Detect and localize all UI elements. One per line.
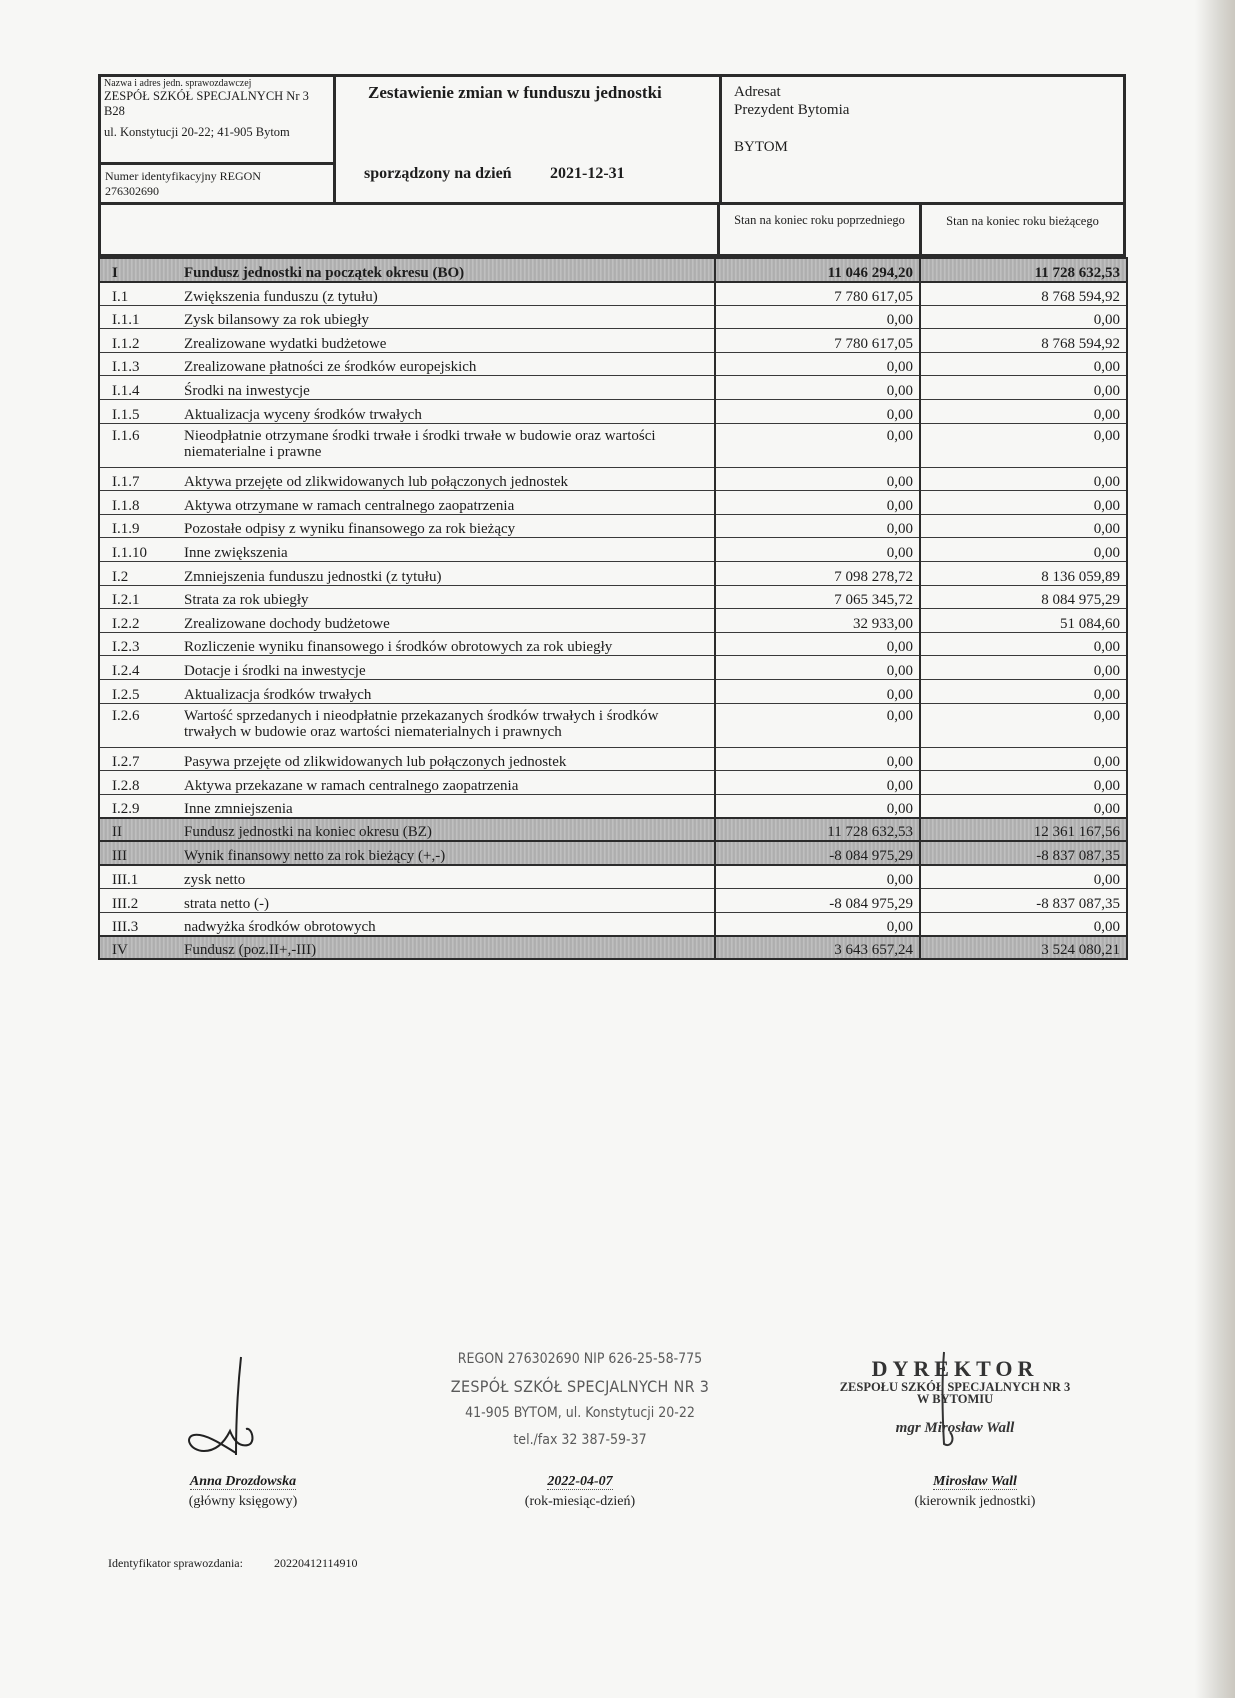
row-code: I.2.6 (99, 703, 181, 747)
recipient-name: Prezydent Bytomia (734, 102, 850, 118)
row-previous-value: 0,00 (715, 538, 920, 562)
row-label: Fundusz jednostki na początek okresu (BO) (181, 258, 715, 282)
row-current-value: 0,00 (920, 703, 1127, 747)
table-row (99, 585, 1127, 609)
row-previous-value: 7 065 345,72 (715, 585, 920, 609)
row-current-value: -8 837 087,35 (920, 841, 1127, 865)
fund-changes-table (98, 257, 1128, 960)
row-current-value: 0,00 (920, 794, 1127, 818)
row-previous-value: 11 728 632,53 (715, 818, 920, 842)
row-code: III (99, 841, 181, 865)
col-previous-year: Stan na koniec roku poprzedniego (717, 205, 919, 254)
director-name: Mirosław Wall (933, 1474, 1017, 1489)
row-code: I.2 (99, 562, 181, 586)
row-code: I.2.4 (99, 656, 181, 680)
table-row (99, 352, 1127, 376)
row-previous-value: 7 780 617,05 (715, 282, 920, 306)
row-previous-value: 0,00 (715, 423, 920, 467)
table-row (99, 538, 1127, 562)
report-title: Zestawienie zmian w funduszu jednostki (368, 83, 662, 102)
row-code: I.2.2 (99, 609, 181, 633)
row-previous-value: 7 780 617,05 (715, 329, 920, 353)
row-label: Fundusz (poz.II+,-III) (181, 936, 715, 960)
accountant-role: (główny księgowy) (188, 1494, 298, 1509)
unit-info (101, 77, 336, 202)
row-current-value: 0,00 (920, 538, 1127, 562)
row-current-value: 0,00 (920, 491, 1127, 515)
row-label: Fundusz jednostki na koniec okresu (BZ) (181, 818, 715, 842)
unit-name: ZESPÓŁ SZKÓŁ SPECJALNYCH Nr 3 B28 (104, 89, 309, 118)
table-row (99, 282, 1127, 306)
row-current-value: 0,00 (920, 305, 1127, 329)
regon-label: Numer identyfikacyjny REGON (105, 169, 261, 183)
row-code: I.1.4 (99, 376, 181, 400)
row-previous-value: 0,00 (715, 771, 920, 795)
row-previous-value: 0,00 (715, 352, 920, 376)
row-current-value: 0,00 (920, 771, 1127, 795)
row-label: Pasywa przejęte od zlikwidowanych lub połączonych jednostek (181, 747, 715, 771)
row-current-value: 8 136 059,89 (920, 562, 1127, 586)
table-row (99, 329, 1127, 353)
row-label: Zmniejszenia funduszu jednostki (z tytułu) (181, 562, 715, 586)
row-previous-value: 3 643 657,24 (715, 936, 920, 960)
row-code: III.1 (99, 865, 181, 889)
row-code: I.1.8 (99, 491, 181, 515)
row-code: I.1.1 (99, 305, 181, 329)
unit-stamp (430, 1346, 730, 1454)
table-row (99, 423, 1127, 467)
report-id-label: Identyfikator sprawozdania: (108, 1556, 243, 1570)
row-code: I.2.9 (99, 794, 181, 818)
row-code: I.1.5 (99, 400, 181, 424)
row-code: II (99, 818, 181, 842)
row-previous-value: 0,00 (715, 514, 920, 538)
row-code: I.2.1 (99, 585, 181, 609)
table-row (99, 865, 1127, 889)
stamp-regon-nip: REGON 276302690 NIP 626-25-58-775 (457, 1351, 703, 1367)
row-label: Wartość sprzedanych i nieodpłatnie przekazanych środków trwałych i środków trwałych w budowie oraz wartości niematerialnych i prawnych (181, 703, 715, 747)
date-caption: (rok-miesiąc-dzień) (524, 1494, 636, 1509)
row-label: Wynik finansowy netto za rok bieżący (+,-) (181, 841, 715, 865)
row-code: I.1.7 (99, 467, 181, 491)
row-label: Rozliczenie wyniku finansowego i środków obrotowych za rok ubiegły (181, 632, 715, 656)
row-previous-value: 0,00 (715, 680, 920, 704)
row-code: I.2.7 (99, 747, 181, 771)
row-current-value: 0,00 (920, 467, 1127, 491)
row-current-value: 0,00 (920, 680, 1127, 704)
row-current-value: 0,00 (920, 656, 1127, 680)
row-previous-value: 0,00 (715, 400, 920, 424)
row-code: I.2.8 (99, 771, 181, 795)
row-label: Dotacje i środki na inwestycje (181, 656, 715, 680)
row-previous-value: -8 084 975,29 (715, 889, 920, 913)
row-previous-value: 0,00 (715, 656, 920, 680)
report-title-box (336, 77, 722, 202)
row-label: zysk netto (181, 865, 715, 889)
row-previous-value: -8 084 975,29 (715, 841, 920, 865)
row-current-value: 8 768 594,92 (920, 329, 1127, 353)
table-row (99, 376, 1127, 400)
row-current-value: 0,00 (920, 514, 1127, 538)
table-row (99, 467, 1127, 491)
accountant-name: Anna Drozdowska (189, 1474, 297, 1489)
unit-address: ul. Konstytucji 20-22; 41-905 Bytom (104, 125, 290, 139)
report-date: 2021-12-31 (550, 165, 625, 182)
row-label: Aktywa przejęte od zlikwidowanych lub połączonych jednostek (181, 467, 715, 491)
table-row (99, 491, 1127, 515)
director-signature (920, 1348, 970, 1458)
row-label: Aktywa otrzymane w ramach centralnego zaopatrzenia (181, 491, 715, 515)
row-previous-value: 0,00 (715, 491, 920, 515)
stamp-phone: tel./fax 32 387-59-37 (513, 1432, 647, 1448)
row-label: Zwiększenia funduszu (z tytułu) (181, 282, 715, 306)
row-previous-value: 11 046 294,20 (715, 258, 920, 282)
table-row (99, 841, 1127, 865)
director-stamp-name: mgr Mirosław Wall (895, 1420, 1015, 1436)
row-current-value: 3 524 080,21 (920, 936, 1127, 960)
row-current-value: 51 084,60 (920, 609, 1127, 633)
recipient-label: Adresat (734, 84, 781, 100)
row-current-value: 12 361 167,56 (920, 818, 1127, 842)
row-label: Strata za rok ubiegły (181, 585, 715, 609)
row-previous-value: 7 098 278,72 (715, 562, 920, 586)
row-previous-value: 0,00 (715, 467, 920, 491)
row-previous-value: 0,00 (715, 376, 920, 400)
row-previous-value: 0,00 (715, 703, 920, 747)
row-code: I.1.6 (99, 423, 181, 467)
row-label: Środki na inwestycje (181, 376, 715, 400)
row-label: Aktywa przekazane w ramach centralnego zaopatrzenia (181, 771, 715, 795)
row-label: Aktualizacja wyceny środków trwałych (181, 400, 715, 424)
table-row (99, 258, 1127, 282)
recipient-city: BYTOM (734, 139, 788, 155)
stamp-address: 41-905 BYTOM, ul. Konstytucji 20-22 (465, 1405, 695, 1421)
table-row (99, 632, 1127, 656)
row-current-value: 0,00 (920, 376, 1127, 400)
row-current-value: 8 768 594,92 (920, 282, 1127, 306)
row-current-value: 0,00 (920, 423, 1127, 467)
row-label: Zrealizowane dochody budżetowe (181, 609, 715, 633)
row-label: Nieodpłatnie otrzymane środki trwałe i środki trwałe w budowie oraz wartości niematerialne i prawne (181, 423, 715, 467)
table-row (99, 936, 1127, 960)
row-code: I.2.3 (99, 632, 181, 656)
row-label: Inne zwiększenia (181, 538, 715, 562)
column-headers (98, 205, 1126, 257)
row-code: IV (99, 936, 181, 960)
table-row (99, 680, 1127, 704)
table-row (99, 305, 1127, 329)
table-row (99, 889, 1127, 913)
unit-label: Nazwa i adres jedn. sprawozdawczej (104, 78, 252, 89)
table-row (99, 747, 1127, 771)
row-current-value: 0,00 (920, 865, 1127, 889)
row-label: nadwyżka środków obrotowych (181, 912, 715, 936)
accountant-signature (186, 1355, 276, 1465)
row-label: Zrealizowane wydatki budżetowe (181, 329, 715, 353)
report-sign-date: 2022-04-07 (547, 1474, 613, 1489)
row-code: I.1.10 (99, 538, 181, 562)
regon-box (101, 167, 333, 202)
table-row (99, 656, 1127, 680)
table-row (99, 562, 1127, 586)
row-label: Pozostałe odpisy z wyniku finansowego za rok bieżący (181, 514, 715, 538)
row-code: I (99, 258, 181, 282)
report-date-line (500, 1474, 660, 1490)
page-edge-shadow (1195, 0, 1235, 1698)
row-code: I.1 (99, 282, 181, 306)
table-row (99, 794, 1127, 818)
stamp-unit-name: ZESPÓŁ SZKÓŁ SPECJALNYCH NR 3 (450, 1377, 710, 1396)
row-code: III.2 (99, 889, 181, 913)
row-current-value: 0,00 (920, 352, 1127, 376)
row-current-value: 0,00 (920, 747, 1127, 771)
row-current-value: 0,00 (920, 400, 1127, 424)
table-row (99, 912, 1127, 936)
row-previous-value: 0,00 (715, 794, 920, 818)
director-name-line (850, 1474, 1100, 1490)
row-label: strata netto (-) (181, 889, 715, 913)
table-row (99, 771, 1127, 795)
row-previous-value: 0,00 (715, 632, 920, 656)
table-row (99, 514, 1127, 538)
row-current-value: -8 837 087,35 (920, 889, 1127, 913)
row-previous-value: 0,00 (715, 747, 920, 771)
regon-value: 276302690 (105, 184, 159, 198)
director-city: W BYTOMIU (916, 1392, 994, 1406)
director-role: (kierownik jednostki) (914, 1494, 1036, 1509)
row-previous-value: 0,00 (715, 305, 920, 329)
table-row (99, 818, 1127, 842)
row-label: Zrealizowane płatności ze środków europejskich (181, 352, 715, 376)
table-row (99, 703, 1127, 747)
row-current-value: 0,00 (920, 632, 1127, 656)
accountant-name-line (118, 1474, 368, 1490)
report-subtitle: sporządzony na dzień (364, 165, 512, 182)
row-code: I.1.3 (99, 352, 181, 376)
row-previous-value: 32 933,00 (715, 609, 920, 633)
row-label: Inne zmniejszenia (181, 794, 715, 818)
report-identifier (108, 1556, 358, 1571)
unit-address-box (101, 77, 333, 165)
row-code: I.1.9 (99, 514, 181, 538)
row-code: I.2.5 (99, 680, 181, 704)
row-previous-value: 0,00 (715, 912, 920, 936)
row-code: III.3 (99, 912, 181, 936)
report-header (98, 74, 1126, 205)
row-current-value: 8 084 975,29 (920, 585, 1127, 609)
report-id-value: 20220412114910 (273, 1556, 358, 1570)
col-current-year: Stan na koniec roku bieżącego (919, 205, 1123, 254)
row-label: Aktualizacja środków trwałych (181, 680, 715, 704)
table-row (99, 400, 1127, 424)
director-title: DYREKTOR (871, 1356, 1039, 1381)
table-row (99, 609, 1127, 633)
row-current-value: 11 728 632,53 (920, 258, 1127, 282)
recipient-box (722, 77, 1122, 202)
row-current-value: 0,00 (920, 912, 1127, 936)
director-org: ZESPOŁU SZKÓŁ SPECJALNYCH NR 3 (839, 1380, 1071, 1394)
row-code: I.1.2 (99, 329, 181, 353)
row-label: Zysk bilansowy za rok ubiegły (181, 305, 715, 329)
row-previous-value: 0,00 (715, 865, 920, 889)
